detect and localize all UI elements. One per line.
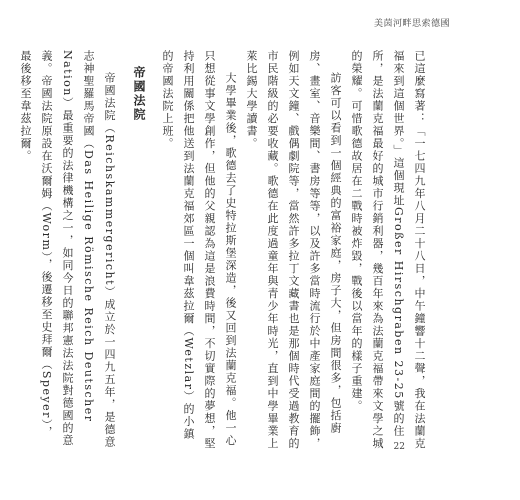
section-heading: 帝國法院 [132,66,146,122]
body-paragraph: 訪客可以看到一個經典的富裕家庭，房子大，但房間很多，包括廚房、畫室、音樂間、書房等等，以及許多當時流行於中產家庭間的擺飾，例如天文鐘、戲偶劇院等，當然許多拉丁文藏書也是那個時代受過教育的市民階級的必要收藏。歌德在此度過童年與青少年時光，直到中學畢業上萊比錫大學讀書。 [245,50,342,450]
body-paragraph: 帝國法院（Reichskammergericht）成立於一四九五年，是德意志神聖羅馬帝國（Das Heilige Römische Reich Deutscher Nation）最重要的法律機構之一，如同今日的聯邦憲法法院對德國的意義。帝國法院原設在沃爾姆（Worm），後遷移至史拜爾（Speyer），最後移至韋茲拉爾。 [19,50,116,449]
page-number: 22 [393,442,405,452]
running-header: 美茵河畔思索德國 [373,19,450,29]
vertical-text-block [15,50,430,450]
body-paragraph: 大學畢業後，歌德去了史特拉斯堡深造，後又回到法蘭克福。他一心只想從事文學創作，但他的父親認為這是浪費時間，不切實際的夢想，堅持利用關係把他送到法蘭克福郊區一個叫韋茲拉爾（Wetzlar）的小鎮的帝國法院上班。 [161,50,237,450]
body-paragraph: 已這麼寫著：「一七四九年八月二十八日，中午鐘響十二聲，我在法蘭克福來到這個世界。」這個現址Großer Hirschgraben 23-25號的住所，是法蘭克福最好的城市行銷利器，幾百年來為法蘭克福帶來文學之城的榮耀。可惜歌德故居在二戰時被炸毀，戰後以當年的樣子重建。 [350,50,426,450]
